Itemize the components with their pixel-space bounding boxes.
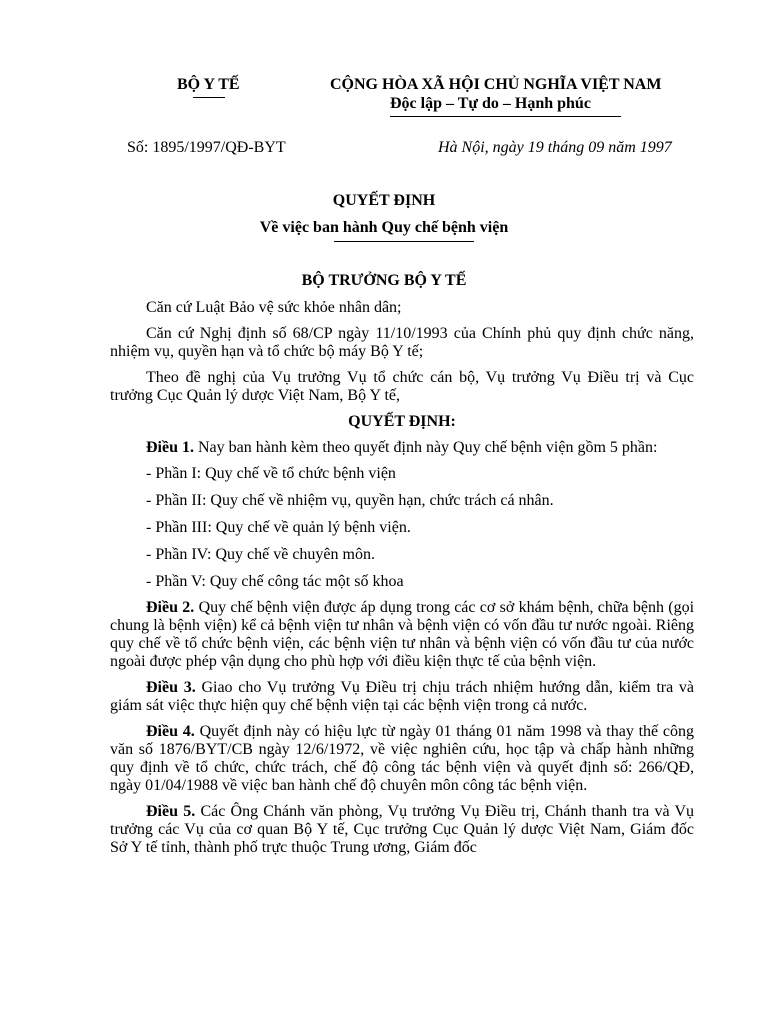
article-1-text: Nay ban hành kèm theo quyết định này Quy chế bệnh viện gồm 5 phần: [198,439,658,456]
ministry-name: BỘ Y TẾ [177,76,240,93]
article-5-text: Các Ông Chánh văn phòng, Vụ trưởng Vụ Điều trị, Chánh thanh tra và Vụ trưởng các Vụ của cơ quan Bộ Y tế, Cục trưởng Cục Quản lý dược Việt Nam, Giám đốc Sở Y tế tỉnh, thành phố trực thuộc Trung ương, Giám đốc [110,803,695,856]
part-2: - Phần II: Quy chế về nhiệm vụ, quyền hạn, chức trách cá nhân. [146,492,554,509]
article-4-text: Quyết định này có hiệu lực từ ngày 01 tháng 01 năm 1998 và thay thế công văn số 1876/BYT/CB ngày 12/6/1972, về việc nghiên cứu, học tập và chấp hành những quy định về tổ chức, chức trách, chế độ công tác bệnh viện và quyết định số: 266/QĐ, ngày 01/04/1988 về việc ban hành chế độ chuyên môn công tác bệnh viện. [110,723,695,794]
subject-underline [334,241,474,242]
country-name: CỘNG HÒA XÃ HỘI CHỦ NGHĨA VIỆT NAM [330,76,662,93]
preamble-1: Căn cứ Luật Bảo vệ sức khỏe nhân dân; [146,299,402,316]
document-number: Số: 1895/1997/QĐ-BYT [127,139,286,156]
part-5: - Phần V: Quy chế công tác một số khoa [146,573,404,590]
article-3 [110,679,694,715]
part-1: - Phần I: Quy chế về tổ chức bệnh viện [146,465,396,482]
ministry-underline [193,97,225,98]
preamble-3: Theo đề nghị của Vụ trưởng Vụ tổ chức cán bộ, Vụ trưởng Vụ Điều trị và Cục trưởng Cục Quản lý dược Việt Nam, Bộ Y tế, [110,369,694,404]
article-2-label: Điều 2. [146,599,195,616]
article-3-text: Giao cho Vụ trưởng Vụ Điều trị chịu trách nhiệm hướng dẫn, kiểm tra và giám sát việc thực hiện quy chế bệnh viện tại các bệnh viện trong cả nước. [110,679,695,714]
document-title: QUYẾT ĐỊNH [332,192,436,209]
national-motto: Độc lập – Tự do – Hạnh phúc [390,95,591,112]
article-1-label: Điều 1. [146,439,194,456]
preamble-2: Căn cứ Nghị định số 68/CP ngày 11/10/1993 của Chính phủ quy định chức năng, nhiệm vụ, quyền hạn và tổ chức bộ máy Bộ Y tế; [110,325,694,360]
article-2 [110,599,694,671]
article-4 [110,723,694,795]
document-subject: Về việc ban hành Quy chế bệnh viện [259,219,509,236]
document-body [110,299,694,857]
issuing-authority: BỘ TRƯỞNG BỘ Y TẾ [301,272,467,289]
article-1 [110,439,694,457]
part-4: - Phần IV: Quy chế về chuyên môn. [146,546,375,563]
article-4-label: Điều 4. [146,723,195,740]
article-5-label: Điều 5. [146,803,196,820]
article-3-label: Điều 3. [146,679,196,696]
article-2-text: Quy chế bệnh viện được áp dụng trong các cơ sở khám bệnh, chữa bệnh (gọi chung là bệnh viện) kể cả bệnh viện tư nhân và bệnh viện có vốn đầu tư nước ngoài. Riêng quy chế về tổ chức bệnh viện, các bệnh viện tư nhân và bệnh viện có vốn đầu tư của nước ngoài được phép vận dụng cho phù hợp với điều kiện thực tế của bệnh viện. [110,599,695,670]
motto-underline [390,116,621,117]
article-5 [110,803,694,857]
decision-heading: QUYẾT ĐỊNH: [348,413,456,430]
part-3: - Phần III: Quy chế về quản lý bệnh viện. [146,519,411,536]
place-and-date: Hà Nội, ngày 19 tháng 09 năm 1997 [438,139,672,156]
